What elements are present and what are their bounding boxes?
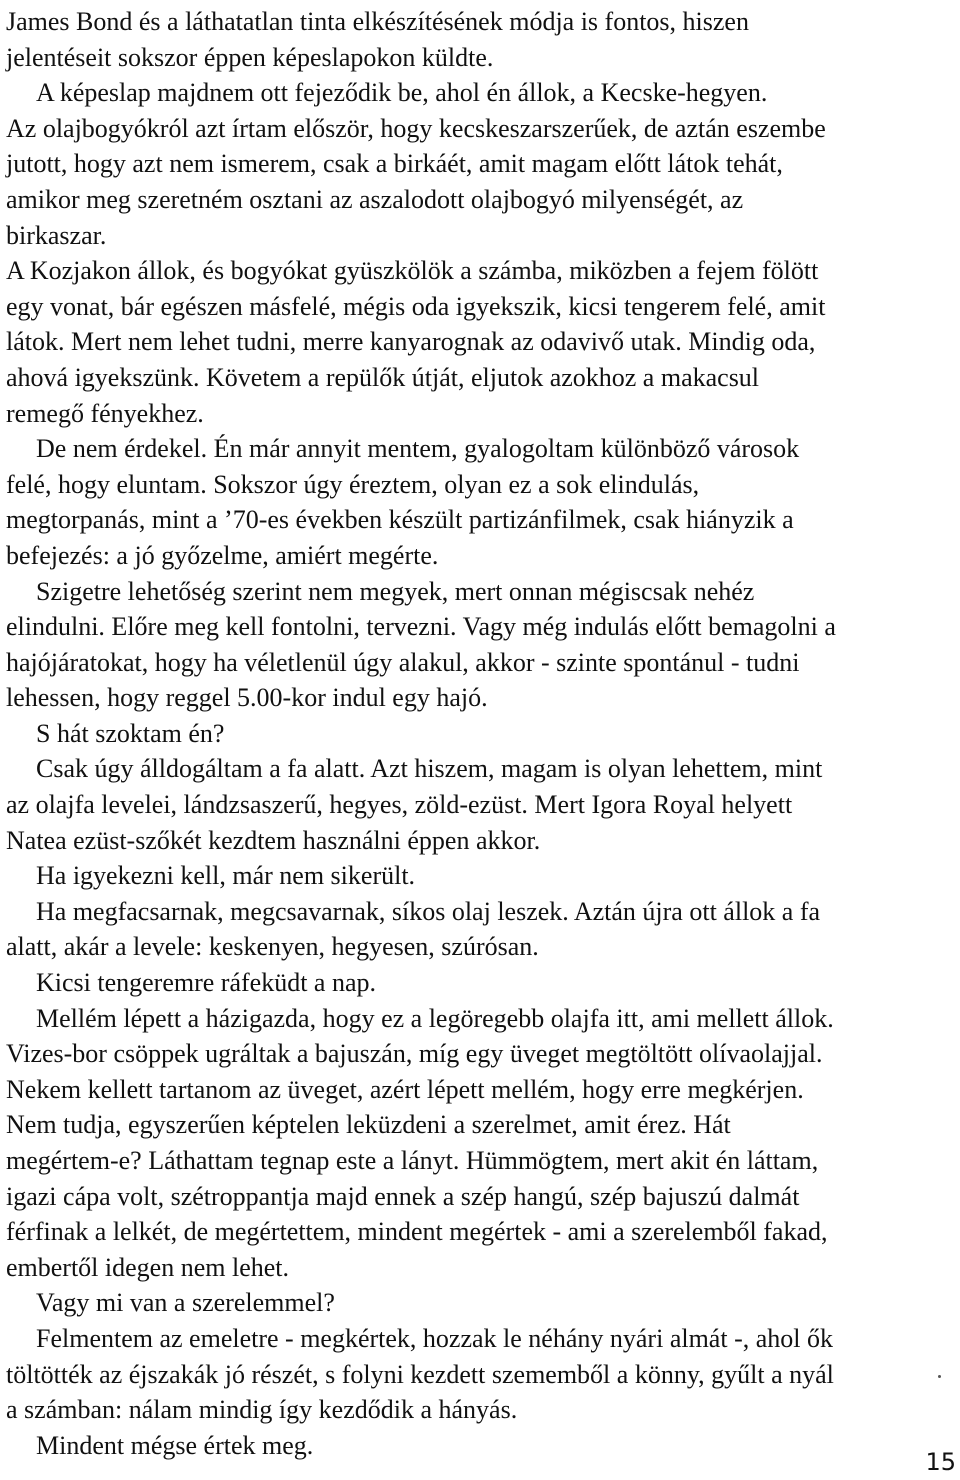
paragraph: Szigetre lehetőség szerint nem megyek, mert onnan mégiscsak nehéz elindulni. Előre meg kell fontolni, tervezni. Vagy még indulás előtt bemagolni a hajójáratokat, hogy ha véletlenül úgy alakul, akkor - szinte spontánul - tudni lehessen, hogy reggel 5.00-kor indul egy hajó. (6, 576, 836, 713)
paragraph: S hát szoktam én? (36, 718, 225, 748)
paragraph: Csak úgy álldogáltam a fa alatt. Azt hiszem, magam is olyan lehettem, mint az olajfa levelei, lándzsaszerű, hegyes, zöld-ezüst. Mert Igora Royal helyett Natea ezüst-szőkét kezdtem használni éppen akkor. (6, 754, 823, 855)
paragraph: A képeslap majdnem ott fejeződik be, ahol én állok, a Kecske-hegyen. (36, 78, 768, 108)
paragraph: Ha megfacsarnak, megcsavarnak, síkos olaj leszek. Aztán újra ott állok a fa alatt, akár a levele: keskenyen, hegyesen, szúrósan. (6, 896, 821, 962)
body-text (6, 4, 836, 1463)
paragraph: A Kozjakon állok, és bogyókat gyüszkölök a számba, miközben a fejem fölött egy vonat, bár egészen másfelé, mégis oda igyekszik, kicsi tengerem felé, amit látok. Mert nem lehet tudni, merre kanyarognak az odavivő utak. Mindig oda, ahová igyekszünk. Követem a repülők útját, eljutok azokhoz a makacsul remegő fényekhez. (6, 256, 826, 428)
paragraph: Az olajbogyókról azt írtam először, hogy kecskeszarszerűek, de aztán eszembe jutott, hogy azt nem ismerem, csak a birkáét, amit magam előtt látok tehát, amikor meg szeretném osztani az aszalodott olajbogyó milyenségét, az birkaszar. (6, 113, 826, 250)
paragraph: Vagy mi van a szerelemmel? (36, 1288, 335, 1318)
paragraph: Ha igyekezni kell, már nem sikerült. (36, 861, 416, 891)
paragraph: Felmentem az emeletre - megkértek, hozzak le néhány nyári almát -, ahol ők töltötték az éjszakák jó részét, s folyni kezdett szememből a könny, gyűlt a nyál a számban: nálam mindig így kezdődik a hányás. (6, 1323, 834, 1425)
paragraph: Mindent mégse értek meg. (36, 1430, 314, 1460)
paragraph: Kicsi tengeremre ráfeküdt a nap. (36, 968, 377, 998)
paragraph: De nem érdekel. Én már annyit mentem, gyalogoltam különböző városok felé, hogy eluntam. Sokszor úgy éreztem, olyan ez a sok elindulás, megtorpanás, mint a ’70-es években készült partizánfilmek, csak hiányzik a befejezés: a jó győzelme, amiért megérte. (6, 434, 800, 570)
scan-speck (938, 1375, 941, 1378)
paragraph: James Bond és a láthatatlan tinta elkészítésének módja is fontos, hiszen jelentéseit sokszor éppen képeslapokon küldte. (6, 7, 749, 72)
paragraph: Mellém lépett a házigazda, hogy ez a legöregebb olajfa itt, ami mellett állok. Vizes-bor csöppek ugráltak a bajuszán, míg egy üveget megtöltött olívaolajjal. Nekem kellett tartanom az üveget, azért lépett mellém, hogy erre megkérjen. Nem tudja, egyszerűen képtelen leküzdeni a szerelmet, amit érez. Hát megértem-e? Láthattam tegnap este a lányt. Hümmögtem, mert akit én láttam, igazi cápa volt, szétroppantja majd ennek a szép hangú, szép bajuszú dalmát férfinak a lelkét, de megértettem, mindent megértek - ami a szerelemből fakad, embertől idegen nem lehet. (6, 1003, 834, 1282)
page-number: 15 (925, 1448, 956, 1476)
